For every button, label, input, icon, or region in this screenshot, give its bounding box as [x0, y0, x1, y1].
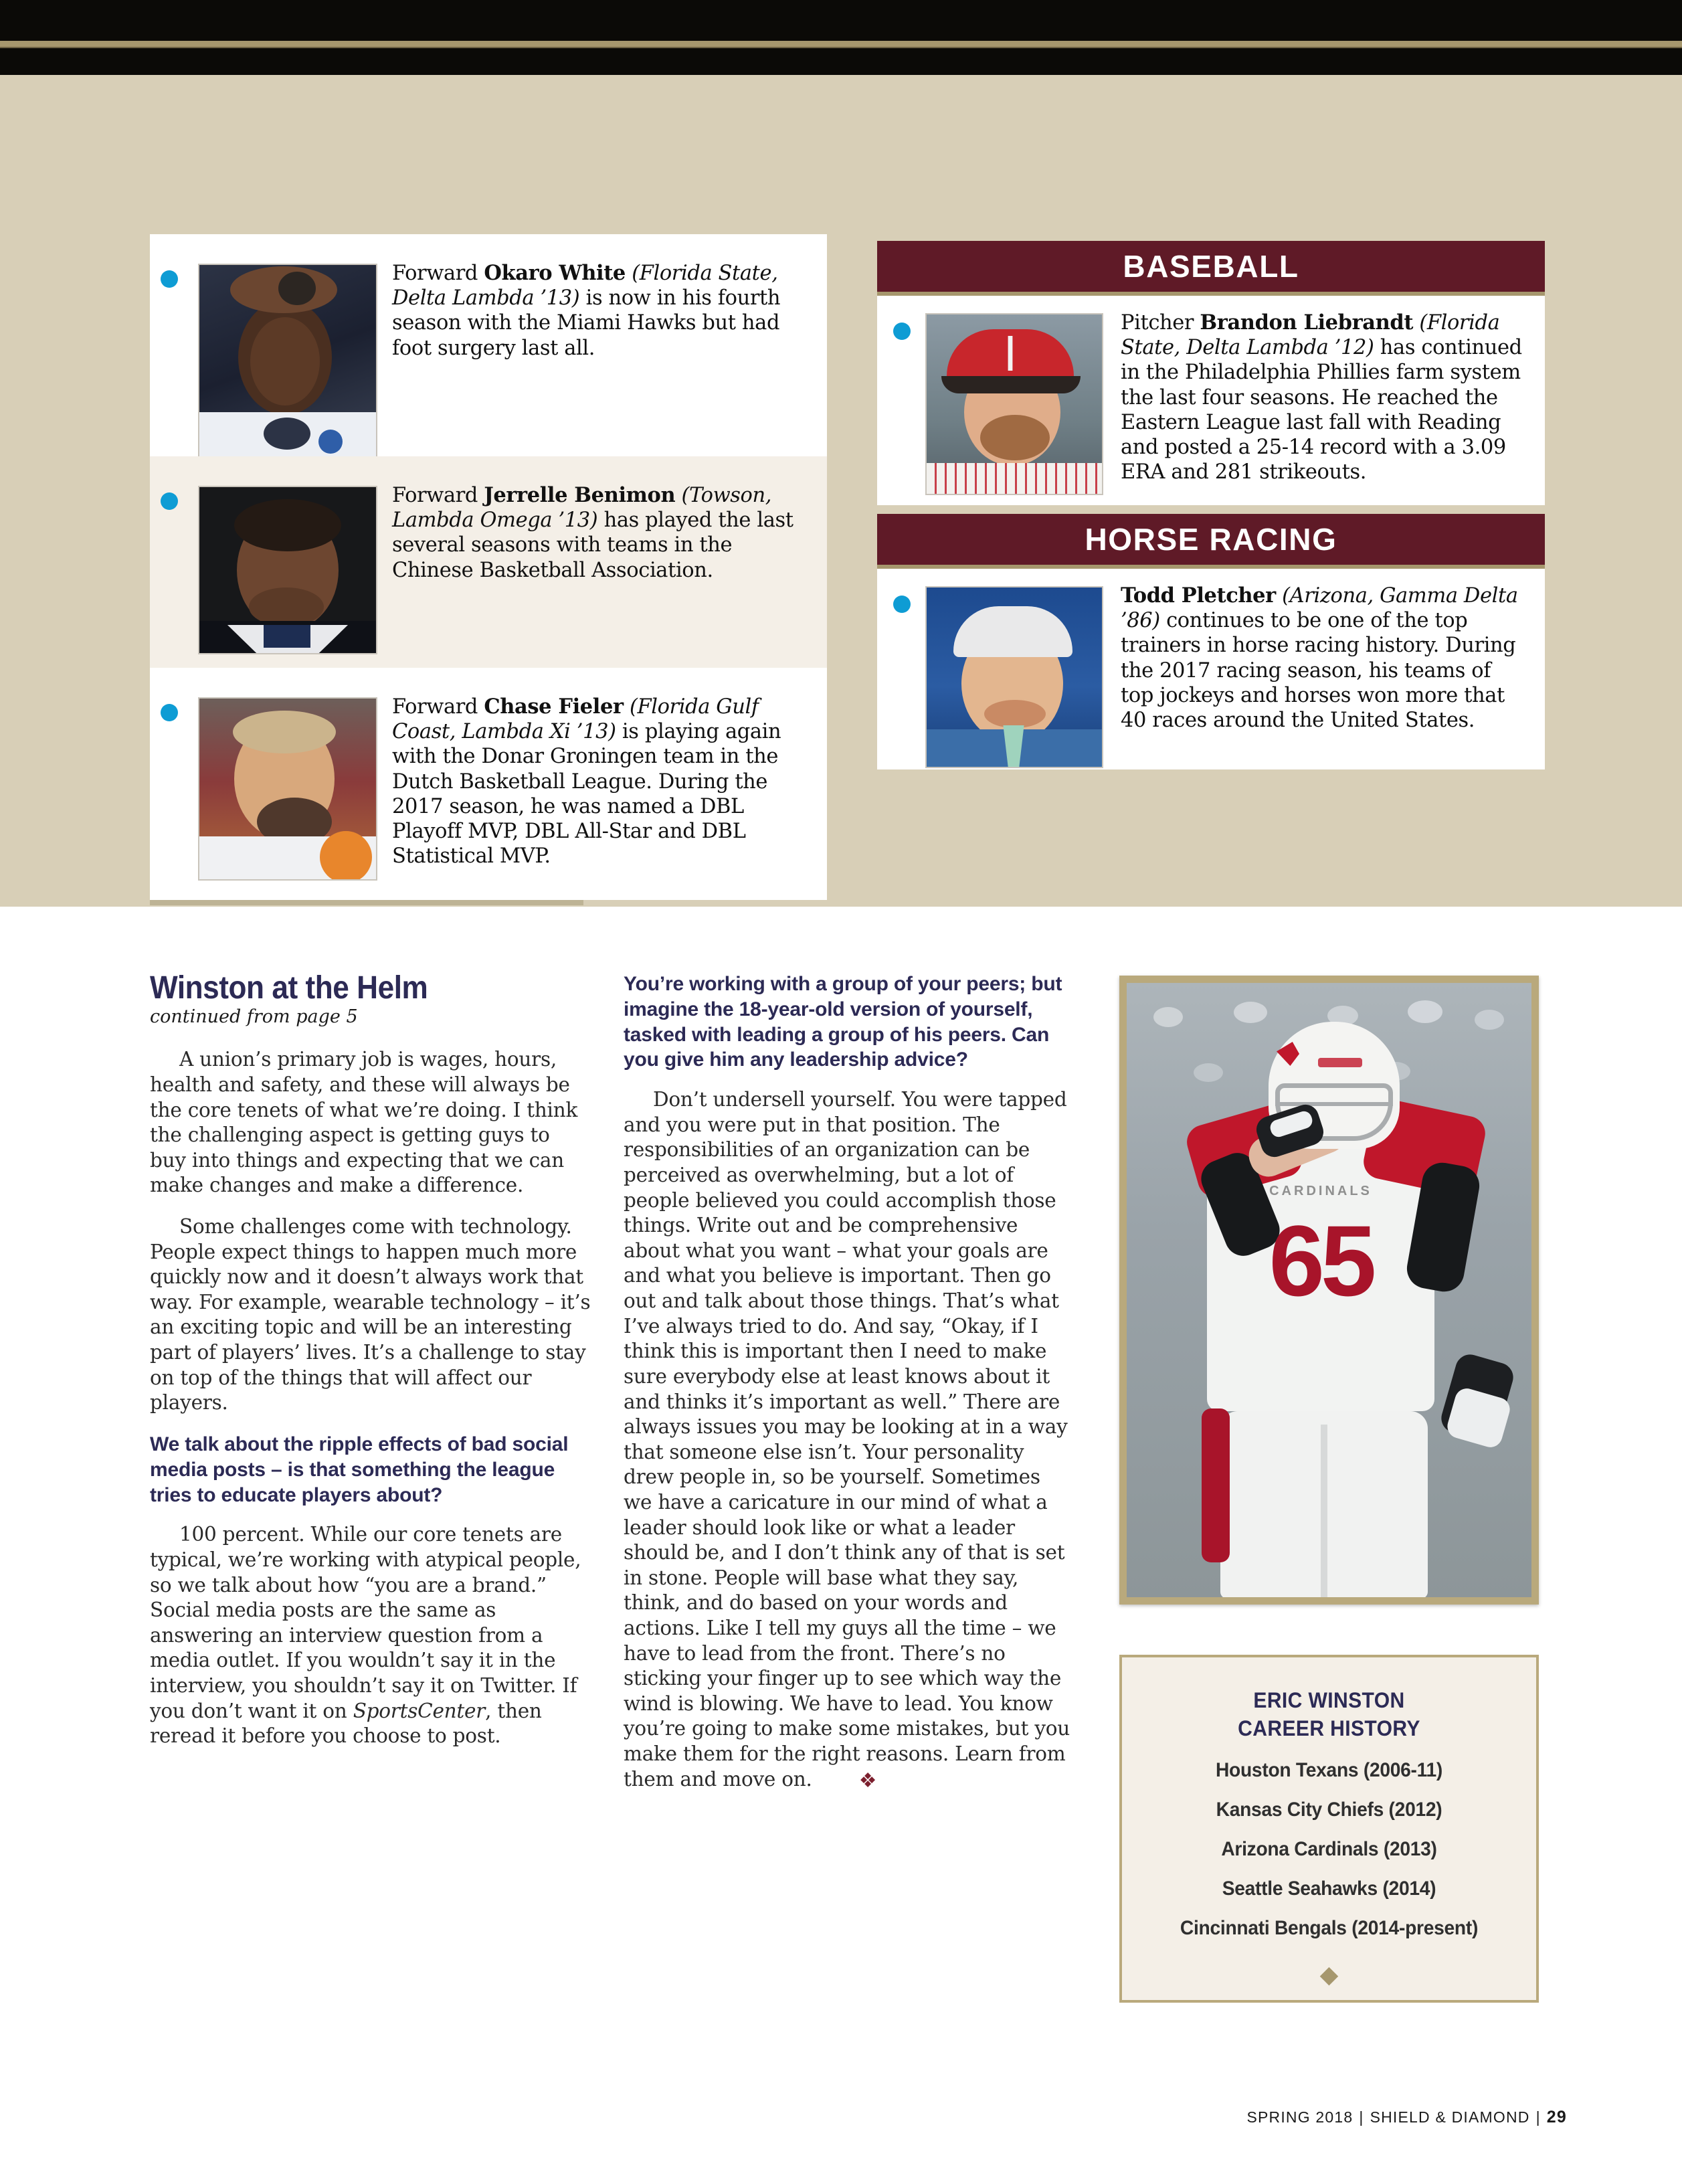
answer-text: Don’t undersell yourself. You were tapped and you were put in that position. The responsibilities of an organization can be perceived as overwhelming, but a lot of people believed you could accomplish those things. Write out and be comprehensive about what you want – what your goals are and what you believe is important. Then go out and talk about those things. That’s what I’ve always tried to do. And say, “Okay, if I think this is important then I need to make sure everybody else at least knows about it and thinks it’s important as well.” There are always issues you may be looking at in a way that someone else isn’t. Your personality drew people in, so be yourself. Sometimes we have a caricature in our mind of what a leader should look like or what a leader should be, and I don’t think any of that is set in stone. People will base what they say, think, and do based on your words and actions. Like I tell my guys all the time – we have to lead from the front. There’s no sticking your finger up to see which way the wind is blowing. We have to lead. You know you’re going to make some mistakes, but you make them for the right reasons. Learn from them and move on.: [624, 1088, 1070, 1791]
list-item: [877, 296, 1545, 505]
footer-separator: |: [1535, 2108, 1541, 2126]
section-header-label: BASEBALL: [1123, 249, 1299, 284]
end-ornament-icon: ❖: [858, 1768, 877, 1793]
todd-pletcher-photo: [925, 586, 1103, 768]
entry-text: [1121, 310, 1522, 484]
chase-fieler-photo: [198, 697, 377, 881]
continued-from-label: continued from page 5: [150, 1006, 358, 1028]
entry-text: [392, 261, 804, 361]
interview-question: We talk about the ripple effects of bad social media posts – is that something the league tries to educate players about?: [150, 1433, 569, 1506]
second-black-band: [0, 48, 1682, 75]
entry-rest: is now in his fourth season with the Miami Hawks but had foot surgery last all.: [392, 286, 781, 360]
paragraph: A union’s primary job is wages, hours, health and safety, and these will always be the core tenets of what we’re doing. I think the challenging aspect is getting guys to buy into things and expecting that we can make changes and make a difference.: [150, 1048, 578, 1197]
answer-italic-title: SportsCenter: [353, 1699, 486, 1722]
entry-affiliation: (Florida Gulf Coast, Lambda Xi ’13): [392, 695, 759, 744]
section-header-baseball: [877, 241, 1545, 292]
entry-rest: is playing again with the Donar Groningen team in the Dutch Basketball League. During the 2017 season, he was named a DBL Playoff MVP, DBL All-Star and DBL Statistical MVP.: [392, 720, 781, 869]
entry-name: Okaro White: [484, 261, 626, 285]
article-column-1: [150, 972, 591, 1765]
sports-roundup-section: [0, 75, 1682, 907]
footer-issue: SPRING 2018: [1246, 2108, 1353, 2126]
career-item: Kansas City Chiefs (2012): [1216, 1799, 1442, 1821]
bullet-icon: [161, 270, 178, 288]
hero-photo-inner: [1127, 983, 1531, 1597]
page-footer: [1246, 2108, 1567, 2127]
career-item: Cincinnati Bengals (2014-present): [1180, 1917, 1479, 1940]
page-title: Winston at the Helm: [150, 970, 428, 1006]
footer-publication: SHIELD & DIAMOND: [1370, 2108, 1530, 2126]
entry-lead: Forward: [392, 262, 484, 285]
career-item: Seattle Seahawks (2014): [1222, 1878, 1436, 1900]
jersey-team-label: CARDINALS: [1269, 1184, 1372, 1198]
section-header-horse-racing: [877, 514, 1545, 565]
entry-rest: continues to be one of the top trainers in horse racing history. During the 2017 racing season, his teams of top jockeys and horses won more that 40 races around the United States.: [1121, 609, 1516, 733]
entry-lead: Pitcher: [1121, 311, 1200, 335]
article-column-2: [624, 972, 1073, 1810]
horse-racing-entry-card: [877, 569, 1545, 769]
footer-page-number: 29: [1546, 2108, 1567, 2126]
entry-name: Jerrelle Benimon: [484, 483, 676, 507]
entry-affiliation: (Florida State, Delta Lambda ’12): [1121, 311, 1500, 360]
bullet-icon: [161, 704, 178, 721]
bullet-icon: [161, 492, 178, 510]
entry-name: Todd Pletcher: [1121, 583, 1276, 608]
baseball-entry-card: [877, 296, 1545, 505]
entry-name: Brandon Liebrandt: [1200, 310, 1414, 335]
career-item: Houston Texans (2006-11): [1215, 1759, 1443, 1782]
brandon-liebrandt-photo: [925, 313, 1103, 495]
entry-affiliation: (Arizona, Gamma Delta ’86): [1121, 584, 1518, 633]
jersey-number: 65: [1269, 1204, 1373, 1317]
entry-text: [1121, 583, 1522, 733]
career-title-line-2: CAREER HISTORY: [1238, 1716, 1420, 1740]
section-header-label: HORSE RACING: [1085, 522, 1337, 557]
entry-rest: has continued in the Philadelphia Phillies farm system the last four seasons. He reached the Eastern League last fall with Reading and posted a 25-14 record with a 3.09 ERA and 281 strikeouts.: [1121, 336, 1522, 484]
interview-question: You’re working with a group of your peers; but imagine the 18-year-old version of yourself, tasked with leading a group of his peers. Can you give him any leadership advice?: [624, 973, 1062, 1071]
entry-lead: Forward: [392, 484, 484, 507]
entry-affiliation: (Towson, Lambda Omega ’13): [392, 484, 772, 533]
bullet-icon: [893, 596, 911, 613]
list-item: [150, 234, 827, 456]
entry-text: [392, 483, 804, 583]
answer-part-b: , then reread it before you choose to post.: [150, 1699, 542, 1748]
list-item: [150, 456, 827, 668]
answer-part-a: 100 percent. While our core tenets are typical, we’re working with atypical people, so we talk about how “you are a brand.” Social media posts are the same as answering an interview question from a media outlet. If you wouldn’t say it in the interview, you shouldn’t say it on Twitter. If you don’t want it on: [150, 1523, 581, 1722]
paragraph: Some challenges come with technology. People expect things to happen much more quickly now and it doesn’t always work that way. For example, wearable technology – it’s an exciting topic and will be an interesting part of players’ lives. It’s a challenge to stay on top of the things that will affect our players.: [150, 1215, 591, 1415]
jerrelle-benimon-photo: [198, 486, 377, 654]
entry-rest: has played the last several seasons with teams in the Chinese Basketball Association.: [392, 509, 793, 582]
footer-separator: |: [1359, 2108, 1364, 2126]
entry-name: Chase Fieler: [484, 695, 624, 719]
basketball-entries-card: [150, 234, 827, 900]
entry-lead: Forward: [392, 695, 484, 719]
list-item: [150, 668, 827, 900]
top-black-band: [0, 0, 1682, 41]
entry-text: [392, 695, 804, 869]
entry-affiliation: (Florida State, Delta Lambda ’13): [392, 262, 778, 310]
diamond-ornament-icon: ◆: [1319, 1961, 1339, 1989]
career-history-box: [1119, 1655, 1539, 2003]
career-item: Arizona Cardinals (2013): [1221, 1838, 1437, 1861]
eric-winston-cardinals-photo: [1119, 976, 1539, 1605]
list-item: [877, 569, 1545, 769]
bullet-icon: [893, 323, 911, 340]
card-shadow: [150, 900, 583, 905]
okaro-white-photo: [198, 264, 377, 464]
paragraph: [150, 1522, 591, 1748]
career-title-line-1: ERIC WINSTON: [1253, 1688, 1405, 1712]
paragraph: [624, 1087, 1073, 1794]
